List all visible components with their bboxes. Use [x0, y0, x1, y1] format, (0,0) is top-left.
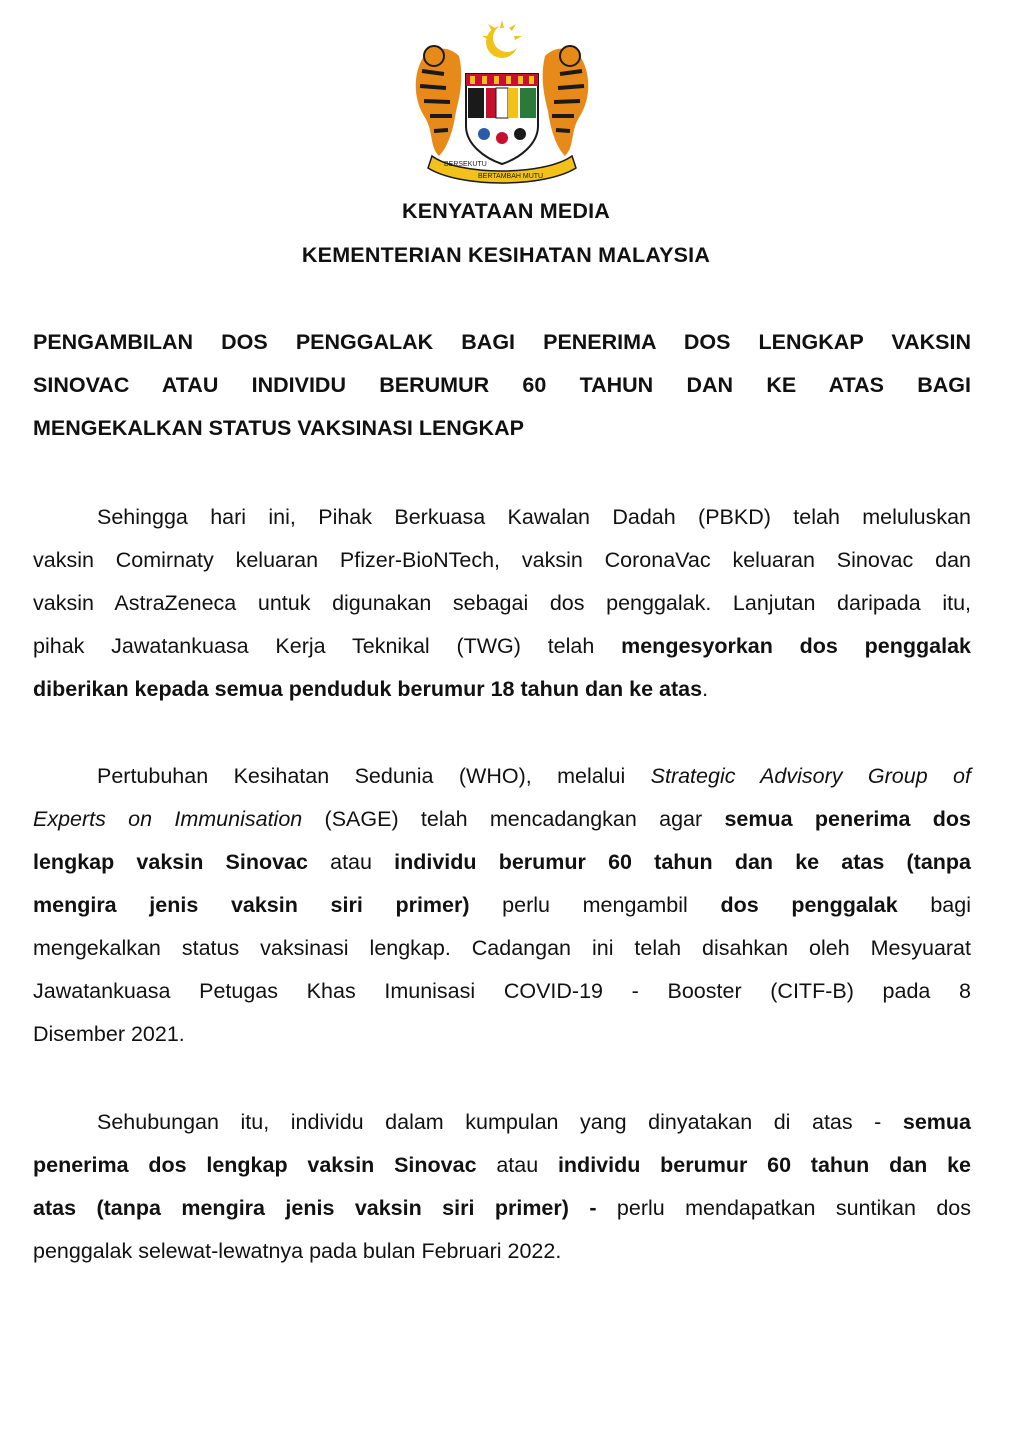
p1-line-1: Sehingga hari ini, Pihak Berkuasa Kawalan Dadah (PBKD) telah meluluskan — [97, 505, 971, 529]
p2-line-3-bold-a: lengkap vaksin Sinovac — [33, 850, 308, 874]
p2-line-4-bold-b: dos penggalak — [720, 893, 898, 917]
p2-line-3 — [33, 850, 971, 874]
p3-line-1-bold: semua — [902, 1110, 971, 1134]
p3-line-1 — [97, 1110, 971, 1134]
p2-line-1-text: Pertubuhan Kesihatan Sedunia (WHO), melalui — [97, 764, 651, 788]
p3-line-3-text: perlu mendapatkan suntikan dos — [596, 1196, 971, 1220]
p3-line-2 — [33, 1153, 971, 1177]
p3-line-3-bold: atas (tanpa mengira jenis vaksin siri primer) - — [33, 1196, 597, 1220]
p2-line-3-bold-b: individu berumur 60 tahun dan ke atas (tanpa — [394, 850, 971, 874]
title-line-1: PENGAMBILAN DOS PENGGALAK BAGI PENERIMA DOS LENGKAP VAKSIN — [33, 330, 971, 354]
motto-right-text: BERTAMBAH MUTU — [478, 173, 544, 180]
p1-line-4-bold: mengesyorkan dos penggalak — [621, 634, 971, 658]
p3-line-2-text: atau — [476, 1153, 558, 1177]
shield-icon — [466, 74, 538, 164]
title-line-2: SINOVAC ATAU INDIVIDU BERUMUR 60 TAHUN DAN KE ATAS BAGI — [33, 373, 971, 397]
p3-line-2-bold-b: individu berumur 60 tahun dan ke — [557, 1153, 972, 1177]
p3-line-4: penggalak selewat-lewatnya pada bulan Februari 2022. — [33, 1239, 562, 1263]
p1-line-4 — [33, 634, 971, 658]
p2-line-3-text: atau — [307, 850, 395, 874]
header-ministry: KEMENTERIAN KESIHATAN MALAYSIA — [301, 243, 711, 267]
p1-line-5 — [33, 677, 971, 701]
p1-line-3: vaksin AstraZeneca untuk digunakan sebagai dos penggalak. Lanjutan daripada itu, — [33, 591, 971, 615]
p2-line-4-text-b: bagi — [897, 893, 971, 917]
p2-line-2 — [33, 807, 971, 831]
p2-line-2-bold: semua penerima dos — [724, 807, 971, 831]
p1-line-2: vaksin Comirnaty keluaran Pfizer-BioNTech, vaksin CoronaVac keluaran Sinovac dan — [33, 548, 971, 572]
p3-line-1-text: Sehubungan itu, individu dalam kumpulan yang dinyatakan di atas - — [97, 1110, 903, 1134]
p2-line-4 — [33, 893, 971, 917]
p1-line-5-text: . — [702, 677, 709, 701]
p2-line-4-text-a: perlu mengambil — [469, 893, 721, 917]
p2-line-2-italic: Experts on Immunisation — [33, 807, 303, 831]
coat-of-arms-emblem — [404, 16, 600, 188]
p2-line-7: Disember 2021. — [33, 1022, 185, 1046]
p2-line-1-italic: Strategic Advisory Group of — [650, 764, 971, 788]
p2-line-4-bold-a: mengira jenis vaksin siri primer) — [33, 893, 470, 917]
p1-line-5-bold: diberikan kepada semua penduduk berumur 18 tahun dan ke atas — [33, 677, 703, 701]
motto-left-text: BERSEKUTU — [444, 161, 487, 168]
p3-line-2-bold-a: penerima dos lengkap vaksin Sinovac — [33, 1153, 477, 1177]
p1-line-4-text: pihak Jawatankuasa Kerja Teknikal (TWG) telah — [33, 634, 622, 658]
header-media-statement: KENYATAAN MEDIA — [401, 199, 611, 223]
right-tiger-icon — [543, 46, 589, 156]
p2-line-1 — [97, 764, 971, 788]
crescent-star-icon — [482, 20, 522, 58]
left-tiger-icon — [416, 46, 462, 156]
p2-line-6: Jawatankuasa Petugas Khas Imunisasi COVID-19 - Booster (CITF-B) pada 8 — [33, 979, 971, 1003]
p2-line-5: mengekalkan status vaksinasi lengkap. Cadangan ini telah disahkan oleh Mesyuarat — [33, 936, 971, 960]
p2-line-2-text: (SAGE) telah mencadangkan agar — [302, 807, 725, 831]
title-line-3: MENGEKALKAN STATUS VAKSINASI LENGKAP — [33, 416, 524, 440]
p3-line-3 — [33, 1196, 971, 1220]
